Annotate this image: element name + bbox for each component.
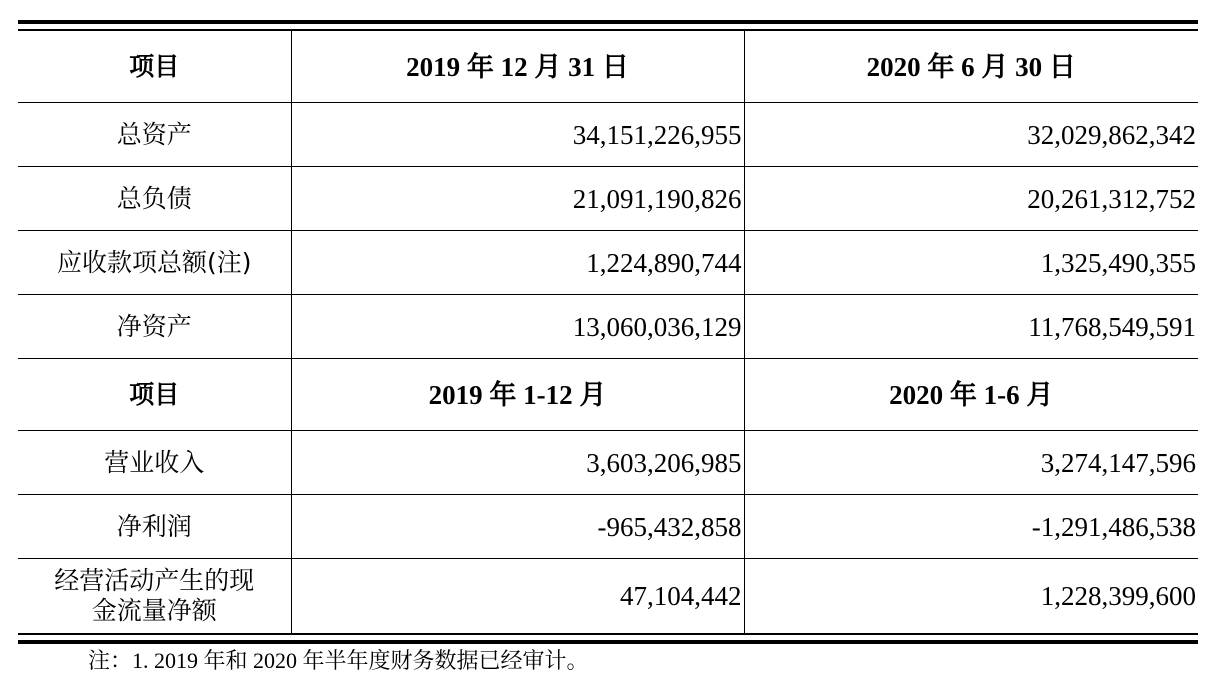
table-row [18, 431, 1198, 495]
header-date-2019: 2019 年 12 月 31 日 [291, 31, 744, 103]
data-table [18, 31, 1198, 633]
table-row [18, 103, 1198, 167]
financial-table [18, 20, 1198, 644]
row-label: 总负债 [18, 167, 291, 231]
header-date-2020: 2020 年 6 月 30 日 [744, 31, 1198, 103]
row-label: 总资产 [18, 103, 291, 167]
row-value-2019: -965,432,858 [291, 495, 744, 559]
row-label-multiline [18, 559, 291, 634]
table-row [18, 559, 1198, 634]
row-label: 净资产 [18, 295, 291, 359]
header-period-2019: 2019 年 1-12 月 [291, 359, 744, 431]
row-value-2019: 3,603,206,985 [291, 431, 744, 495]
table-row [18, 495, 1198, 559]
row-label-line2: 金流量净额 [91, 596, 217, 625]
row-value-2019: 21,091,190,826 [291, 167, 744, 231]
bottom-double-rule-thick [18, 640, 1198, 644]
header-item: 项目 [18, 31, 291, 103]
header-row-balance [18, 31, 1198, 103]
row-value-2020: -1,291,486,538 [744, 495, 1198, 559]
row-value-2020: 11,768,549,591 [744, 295, 1198, 359]
header-item: 项目 [18, 359, 291, 431]
row-value-2020: 20,261,312,752 [744, 167, 1198, 231]
row-label-line1: 经营活动产生的现 [54, 566, 255, 595]
row-value-2019: 47,104,442 [291, 559, 744, 634]
row-label: 营业收入 [18, 431, 291, 495]
row-value-2020: 3,274,147,596 [744, 431, 1198, 495]
row-label: 净利润 [18, 495, 291, 559]
row-value-2020: 32,029,862,342 [744, 103, 1198, 167]
row-value-2020: 1,325,490,355 [744, 231, 1198, 295]
row-value-2019: 1,224,890,744 [291, 231, 744, 295]
row-value-2019: 34,151,226,955 [291, 103, 744, 167]
footnote: 注：1. 2019 年和 2020 年半年度财务数据已经审计。 [88, 648, 589, 673]
header-row-income [18, 359, 1198, 431]
row-label: 应收款项总额(注) [18, 231, 291, 295]
row-value-2019: 13,060,036,129 [291, 295, 744, 359]
row-value-2020: 1,228,399,600 [744, 559, 1198, 634]
table-row [18, 295, 1198, 359]
header-period-2020: 2020 年 1-6 月 [744, 359, 1198, 431]
table-row [18, 167, 1198, 231]
table-row [18, 231, 1198, 295]
